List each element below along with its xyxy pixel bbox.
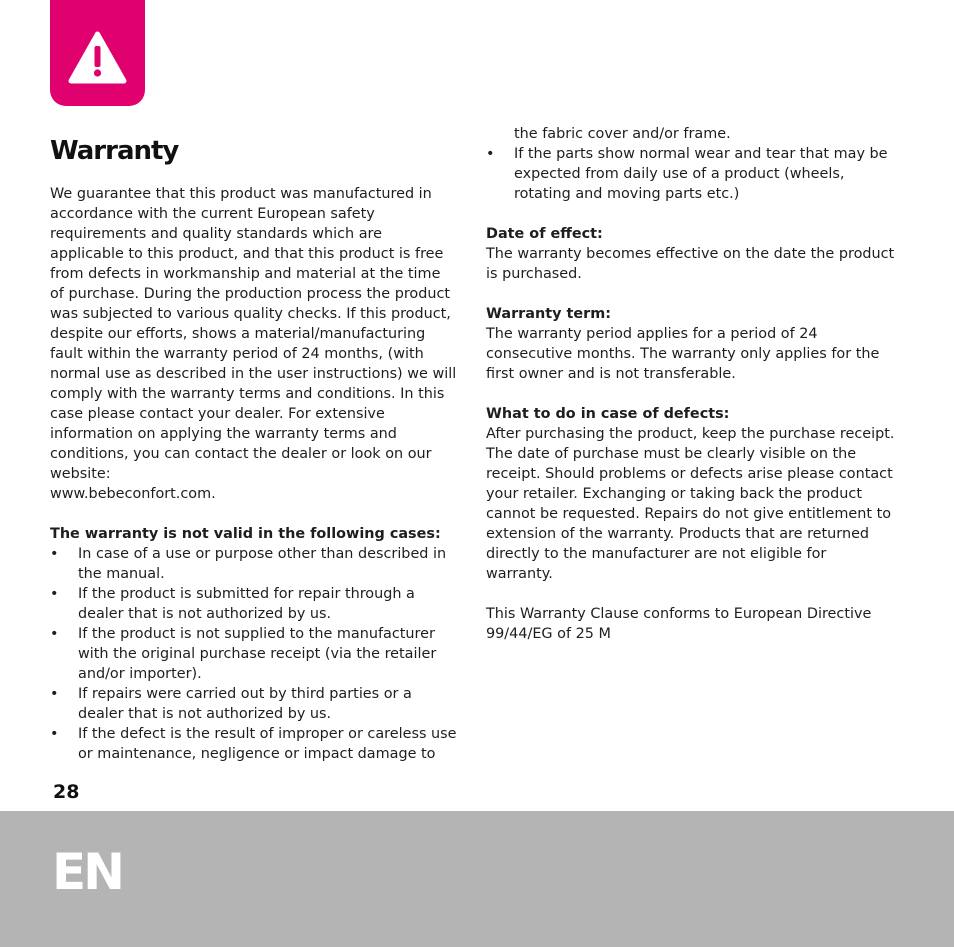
not-valid-heading: The warranty is not valid in the following cases:	[50, 526, 441, 542]
not-valid-list-continued	[486, 144, 896, 204]
list-item: • If the parts show normal wear and tear that may be expected from daily use of a product (wheels, rotating and moving parts etc.)	[486, 144, 896, 204]
list-item: • If the product is submitted for repair through a dealer that is not authorized by us.	[50, 584, 458, 624]
list-item: • If repairs were carried out by third parties or a dealer that is not authorized by us.	[50, 684, 458, 724]
page-number: 28	[53, 781, 80, 803]
not-valid-list	[50, 544, 458, 764]
defects-heading: What to do in case of defects:	[486, 406, 730, 422]
list-item: • In case of a use or purpose other than described in the manual.	[50, 544, 458, 584]
page-title: Warranty	[50, 136, 179, 166]
date-of-effect-text: The warranty becomes effective on the date the product is purchased.	[486, 246, 895, 282]
footer-band	[0, 811, 954, 947]
bullet-continuation: the fabric cover and/or frame.	[514, 126, 731, 142]
language-code: EN	[52, 843, 123, 901]
date-of-effect-heading: Date of effect:	[486, 226, 603, 242]
intro-paragraph: We guarantee that this product was manufactured in accordance with the current European safety requirements and quality standards which are applicable to this product, and that this product is free from defects in workmanship and material at the time of purchase. During the production process the product was subjected to various quality checks. If this product, despite our efforts, shows a material/manufacturing fault within the warranty period of 24 months, (with normal use as described in the user instructions) we will comply with the warranty terms and conditions. In this case please contact your dealer. For extensive information on applying the warranty terms and conditions, you can contact the dealer or look on our website:	[50, 186, 457, 482]
left-column	[50, 184, 458, 764]
right-column	[486, 124, 896, 644]
warranty-term-heading: Warranty term:	[486, 306, 611, 322]
list-item: • If the defect is the result of improper or careless use or maintenance, negligence or impact damage to	[50, 724, 458, 764]
warning-triangle-icon	[67, 30, 128, 86]
warranty-term-text: The warranty period applies for a period of 24 consecutive months. The warranty only applies for the first owner and is not transferable.	[486, 326, 880, 382]
directive-clause: This Warranty Clause conforms to European Directive 99/44/EG of 25 M	[486, 606, 872, 642]
website-link[interactable]: www.bebeconfort.com.	[50, 486, 216, 502]
list-item: • If the product is not supplied to the manufacturer with the original purchase receipt (via the retailer and/or importer).	[50, 624, 458, 684]
defects-text: After purchasing the product, keep the purchase receipt. The date of purchase must be clearly visible on the receipt. Should problems or defects arise please contact your retailer. Exchanging or taking back the product cannot be requested. Repairs do not give entitlement to extension of the warranty. Products that are returned directly to the manufacturer are not eligible for warranty.	[486, 426, 895, 582]
warning-tab	[50, 0, 145, 106]
